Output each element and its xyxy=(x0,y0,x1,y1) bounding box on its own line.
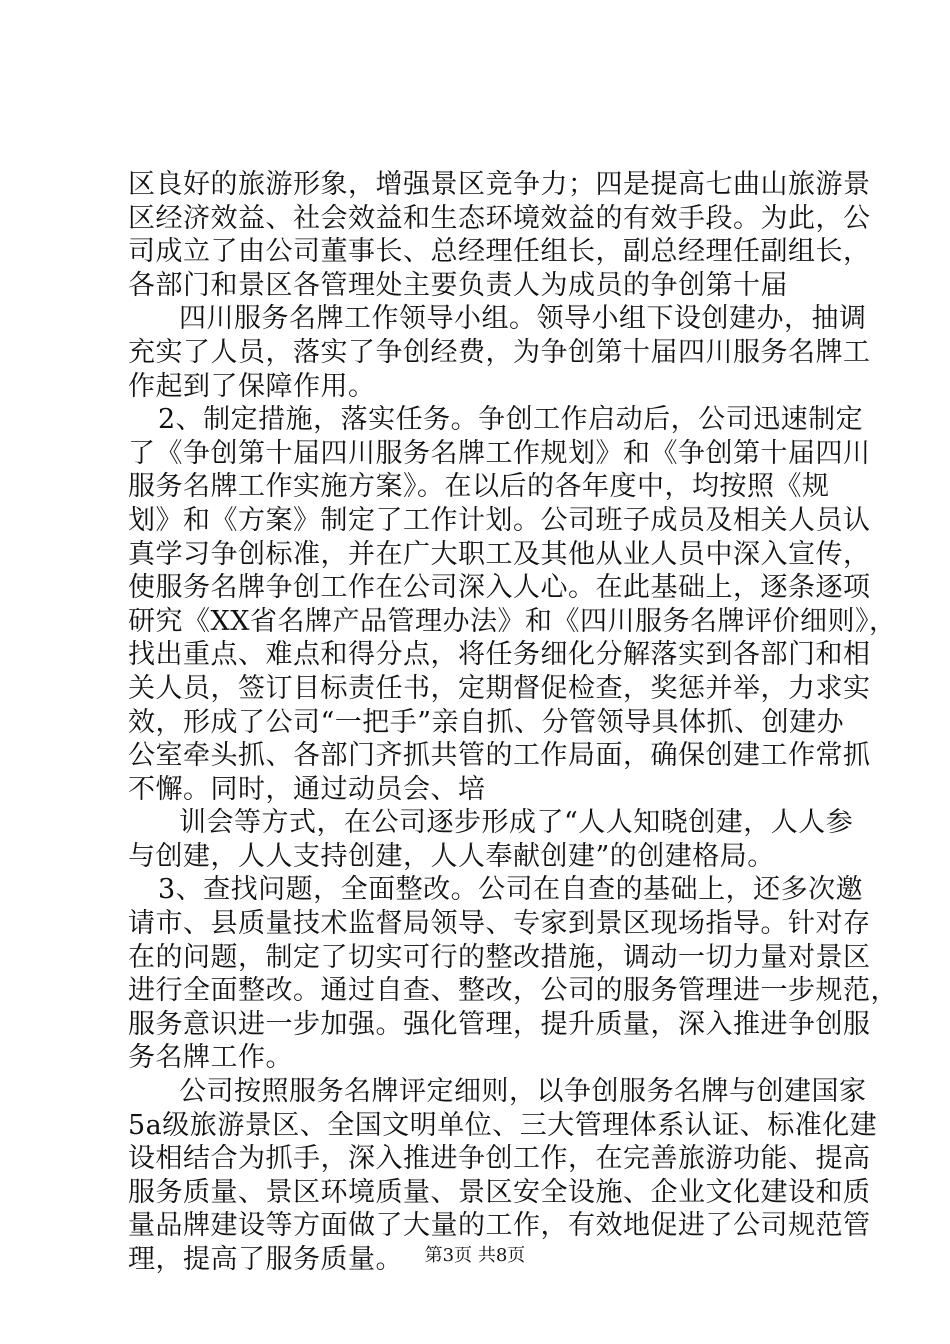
page-number-footer: 第3页 共8页 xyxy=(424,1245,526,1266)
text-line: 2、制定措施，落实任务。争创工作启动后，公司迅速制定 xyxy=(158,404,864,436)
text-line: 效，形成了公司“一把手”亲自抓、分管领导具体抓、创建办 xyxy=(128,706,845,738)
text-line: 充实了人员，落实了争创经费，为争创第十届四川服务名牌工 xyxy=(128,336,871,368)
text-line: 四川服务名牌工作领导小组。领导小组下设创建办，抽调 xyxy=(179,303,867,335)
text-line: 量品牌建设等方面做了大量的工作，有效地促进了公司规范管 xyxy=(128,1210,871,1242)
text-line: 区经济效益、社会效益和生态环境效益的有效手段。为此，公 xyxy=(128,202,871,234)
text-line: 5a级旅游景区、全国文明单位、三大管理体系认证、标准化建 xyxy=(128,1109,878,1141)
text-line: 区良好的旅游形象，增强景区竞争力；四是提高七曲山旅游景 xyxy=(128,169,871,200)
text-line: 关人员，签订目标责任书，定期督促检查，奖惩并举，力求实 xyxy=(128,672,871,704)
text-line: 各部门和景区各管理处主要负责人为成员的争创第十届 xyxy=(128,269,788,301)
text-line: 3、查找问题，全面整改。公司在自查的基础上，还多次邀 xyxy=(158,874,864,906)
text-line: 训会等方式，在公司逐步形成了“人人知晓创建，人人参 xyxy=(179,807,854,839)
text-line: 服务意识进一步加强。强化管理，提升质量，深入推进争创服 xyxy=(128,1008,871,1040)
text-line: 找出重点、难点和得分点，将任务细化分解落实到各部门和相 xyxy=(128,639,871,671)
text-line: 理，提高了服务质量。 xyxy=(128,1244,403,1275)
text-line: 公室牵头抓、各部门齐抓共管的工作局面，确保创建工作常抓 xyxy=(128,740,871,772)
text-line: 请市、县质量技术监督局领导、专家到景区现场指导。针对存 xyxy=(128,908,871,940)
text-line: 在的问题，制定了切实可行的整改措施，调动一切力量对景区 xyxy=(128,941,871,973)
text-line: 作起到了保障作用。 xyxy=(128,370,376,402)
text-line: 真学习争创标准，并在广大职工及其他从业人员中深入宣传， xyxy=(128,538,871,570)
text-line: 进行全面整改。通过自查、整改，公司的服务管理进一步规范， xyxy=(128,975,898,1007)
text-line: 设相结合为抓手，深入推进争创工作，在完善旅游功能、提高 xyxy=(128,1143,871,1175)
text-line: 使服务名牌争创工作在公司深入人心。在此基础上，逐条逐项 xyxy=(128,572,871,604)
text-line: 服务名牌工作实施方案》。在以后的各年度中，均按照《规 xyxy=(128,471,830,503)
text-line: 服务质量、景区环境质量、景区安全设施、企业文化建设和质 xyxy=(128,1176,871,1208)
text-line: 公司按照服务名牌评定细则，以争创服务名牌与创建国家 xyxy=(179,1076,867,1108)
text-line: 与创建，人人支持创建，人人奉献创建”的创建格局。 xyxy=(128,840,775,872)
text-line: 划》和《方案》制定了工作计划。公司班子成员及相关人员认 xyxy=(128,504,871,536)
text-line: 司成立了由公司董事长、总经理任组长，副总经理任副组长， xyxy=(128,236,871,268)
text-line: 不懈。同时，通过动员会、培 xyxy=(128,773,486,805)
text-line: 了《争创第十届四川服务名牌工作规划》和《争创第十届四川 xyxy=(128,437,871,469)
text-line: 务名牌工作。 xyxy=(128,1042,293,1074)
document-body xyxy=(128,168,898,1277)
text-line: 研究《XX省名牌产品管理办法》和《四川服务名牌评价细则》， xyxy=(128,605,897,637)
